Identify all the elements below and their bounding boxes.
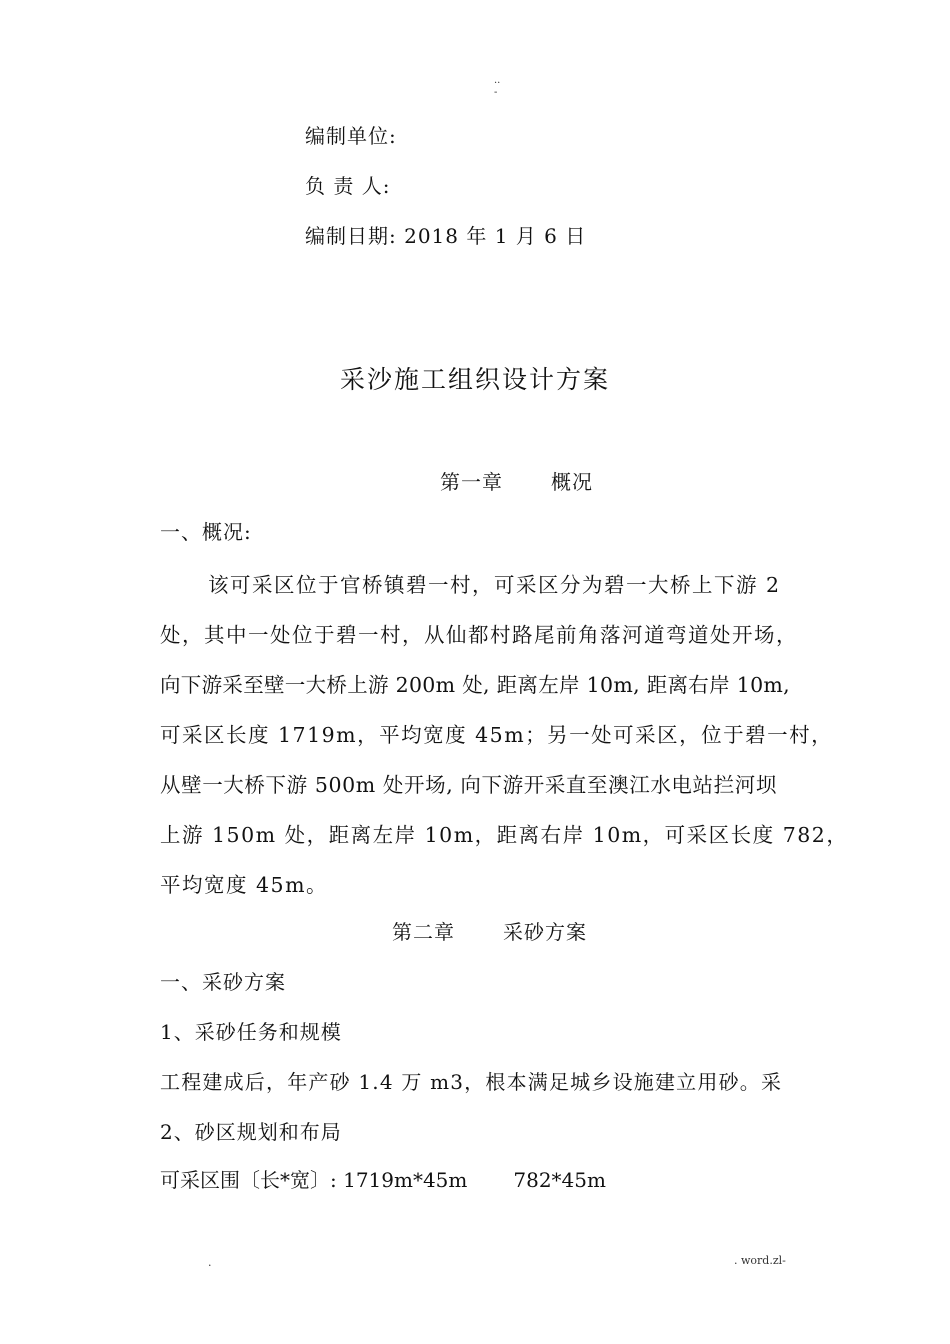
para-line: 上游 150m 处，距离左岸 10m，距离右岸 10m，可采区长度 782， xyxy=(160,823,849,847)
chapter2-section1: 一、采砂方案 xyxy=(160,970,286,994)
para-line: 该可采区位于官桥镇碧一村，可采区分为碧一大桥上下游 2 xyxy=(208,573,781,597)
para-line: 向下游采至壁一大桥上游 200m 处, 距离左岸 10m, 距离右岸 10m, xyxy=(160,673,790,697)
footer-left: . xyxy=(208,1256,212,1269)
header-mark-dots: .. xyxy=(494,75,501,86)
range-value-2: 782*45m xyxy=(513,1168,606,1192)
para-line: 从壁一大桥下游 500m 处开场, 向下游开采直至澳江水电站拦河坝 xyxy=(160,773,777,797)
meta-person: 负 责 人: xyxy=(305,174,391,198)
chapter1-name: 概况 xyxy=(551,470,593,494)
item1-title: 1、采砂任务和规模 xyxy=(160,1020,342,1044)
chapter1-number: 第一章 xyxy=(440,470,503,494)
item2-title: 2、砂区规划和布局 xyxy=(160,1120,342,1144)
footer-right: . word.zl- xyxy=(734,1254,786,1267)
para-line: 处，其中一处位于碧一村，从仙都村路尾前角落河道弯道处开场， xyxy=(160,623,798,647)
item1-text: 工程建成后，年产砂 1.4 万 m3，根本满足城乡设施建立用砂。采 xyxy=(160,1070,783,1094)
chapter2-name: 采砂方案 xyxy=(503,920,587,944)
document-title: 采沙施工组织设计方案 xyxy=(339,365,610,394)
chapter2-heading xyxy=(392,916,587,945)
range-label: 可采区围〔长*宽〕: 1719m*45m xyxy=(160,1168,468,1192)
chapter1-heading xyxy=(440,466,593,495)
meta-unit: 编制单位: xyxy=(305,124,397,148)
meta-date: 编制日期: 2018 年 1 月 6 日 xyxy=(305,224,587,248)
para-line: 可采区长度 1719m，平均宽度 45m；另一处可采区，位于碧一村， xyxy=(160,723,834,747)
header-mark-dash: - xyxy=(494,87,498,98)
range-line xyxy=(160,1164,606,1193)
chapter1-section1: 一、概况: xyxy=(160,520,252,544)
para-line: 平均宽度 45m。 xyxy=(160,873,329,897)
chapter2-number: 第二章 xyxy=(392,920,455,944)
